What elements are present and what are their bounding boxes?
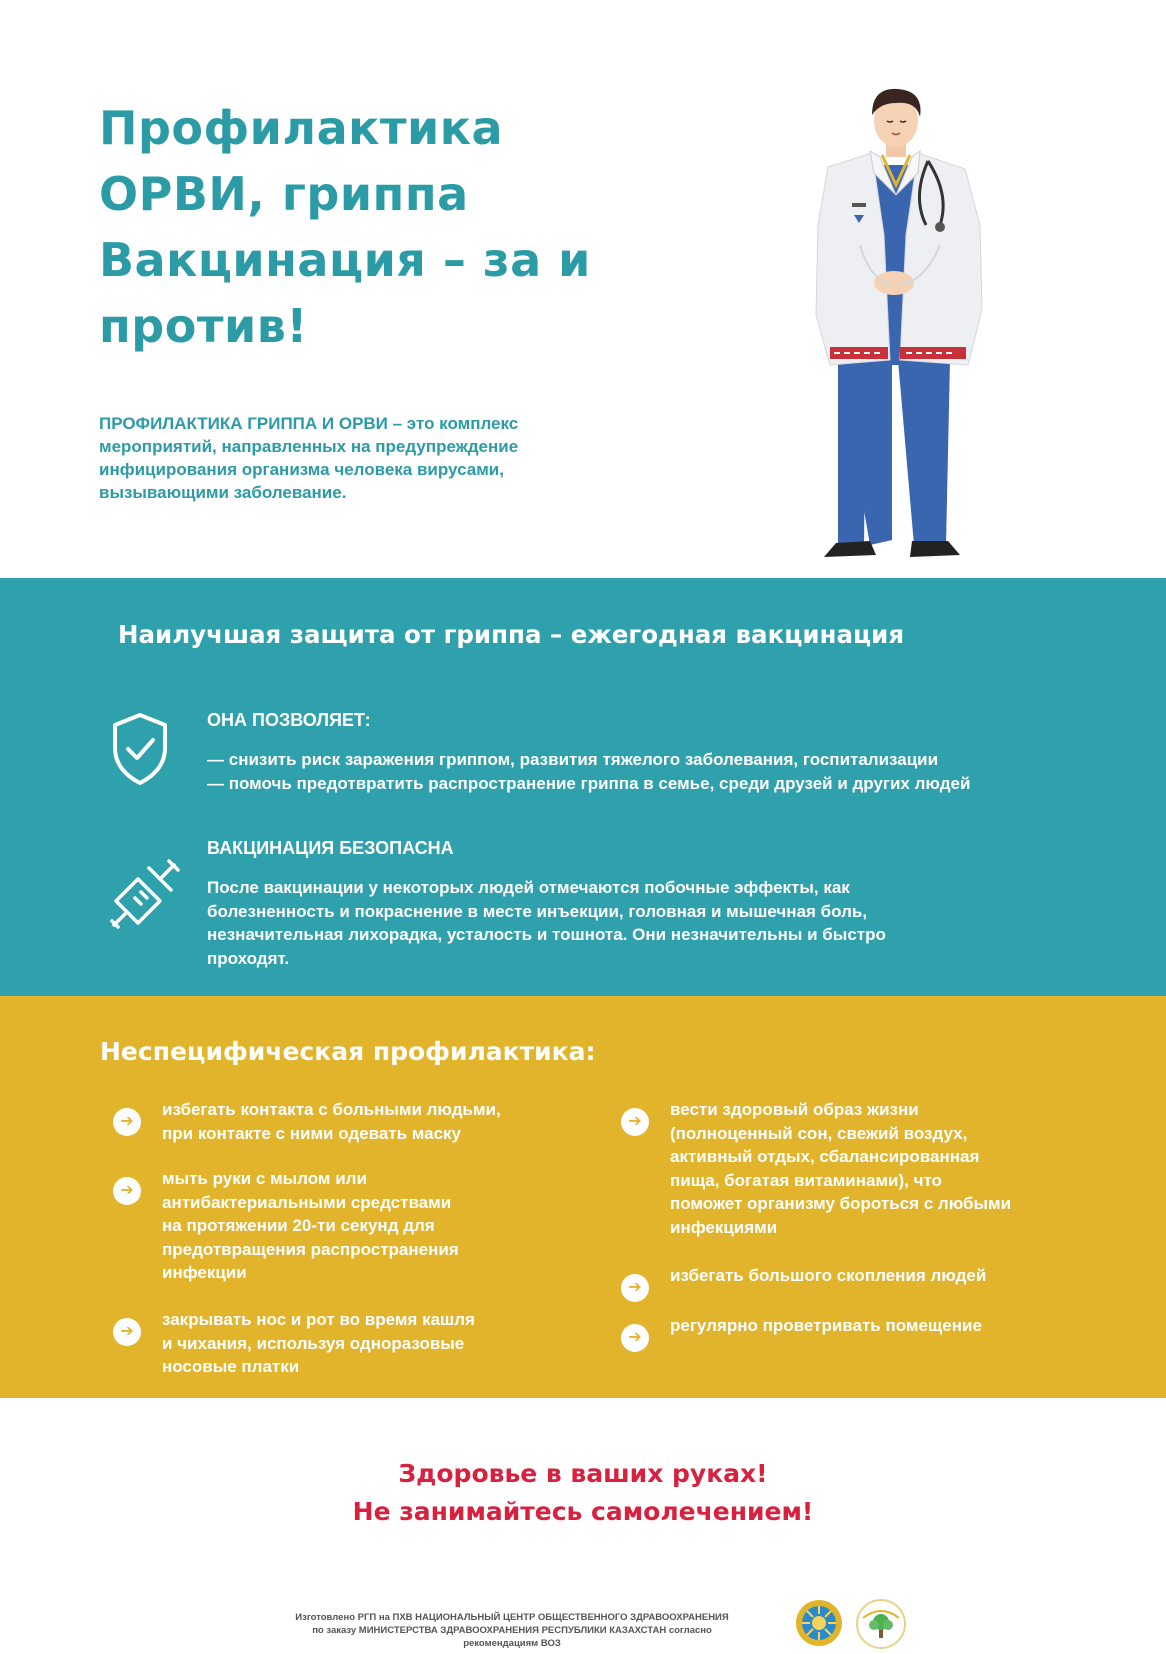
title-line: против! [99,299,308,353]
arrow-right-icon: ➔ [113,1318,141,1346]
list-item: ➔ избегать большого скопления людей [621,1264,1081,1314]
list-item: ➔ избегать контакта с больными людьми, при контакте с ними одевать маску [113,1098,573,1167]
arrow-right-icon: ➔ [621,1108,649,1136]
list-item: — снизить риск заражения гриппом, развития тяжелого заболевания, госпитализации [207,748,970,772]
intro-line: ПРОФИЛАКТИКА ГРИППА И ОРВИ – это комплекс [99,414,519,433]
vaccination-heading: Наилучшая защита от гриппа – ежегодная вакцинация [118,620,905,649]
page-title [99,95,699,359]
nonspecific-heading: Неспецифическая профилактика: [100,1037,596,1066]
safe-paragraph [207,876,1007,970]
intro-line: мероприятий, направленных на предупреждение [99,437,519,456]
safe-line: проходят. [207,948,290,968]
slogan [0,1455,1166,1531]
title-line: Профилактика [99,101,504,155]
title-line: ОРВИ, гриппа [99,167,469,221]
arrow-right-icon: ➔ [113,1108,141,1136]
allows-heading: ОНА ПОЗВОЛЯЕТ: [207,710,371,730]
arrow-right-icon: ➔ [113,1177,141,1205]
footer-line: по заказу МИНИСТЕРСТВА ЗДРАВООХРАНЕНИЯ РЕСПУБЛИКИ КАЗАХСТАН согласно [312,1625,712,1636]
arrow-right-icon: ➔ [621,1274,649,1302]
list-item: — помочь предотвратить распространение гриппа в семье, среди друзей и других людей [207,772,970,796]
safe-heading: ВАКЦИНАЦИЯ БЕЗОПАСНА [207,838,454,858]
slogan-line: Не занимайтесь самолечением! [352,1497,814,1526]
intro-line: вызывающими заболевание. [99,483,347,502]
syringe-icon [108,855,180,930]
shield-check-icon [111,712,169,786]
footer-line: рекомендациям ВОЗ [463,1638,561,1649]
intro-paragraph [99,412,619,504]
slogan-line: Здоровье в ваших руках! [398,1459,768,1488]
list-item: ➔ вести здоровый образ жизни (полноценный сон, свежий воздух, активный отдых, сбалансированная пища, богатая витаминами), что поможет организму бороться с любыми инфекциями [621,1098,1081,1264]
arrow-right-icon: ➔ [621,1324,649,1352]
list-item: ➔ мыть руки с мылом или антибактериальными средствами на протяжении 20-ти секунд для предотвращения распространения инфекции [113,1167,573,1308]
kazakhstan-emblem-icon [793,1598,845,1648]
safe-line: После вакцинации у некоторых людей отмечаются побочные эффекты, как [207,878,850,897]
footer-credits [242,1611,782,1650]
list-item: ➔ регулярно проветривать помещение [621,1314,1081,1338]
prevention-list-right [621,1098,1081,1346]
list-item: ➔ закрывать нос и рот во время кашля и чихания, используя одноразовые носовые платки [113,1308,573,1379]
doctor-illustration [800,85,995,585]
tree-logo-icon [855,1598,907,1650]
footer-line: Изготовлено РГП на ПХВ НАЦИОНАЛЬНЫЙ ЦЕНТР ОБЩЕСТВЕННОГО ЗДРАВООХРАНЕНИЯ [295,1612,729,1623]
title-line: Вакцинация – за и [99,233,591,287]
intro-line: инфицирования организма человека вирусами, [99,460,504,479]
prevention-list-left [113,1098,573,1379]
allows-list [207,748,970,796]
safe-line: незначительная лихорадка, усталость и тошнота. Они незначительны и быстро [207,925,886,944]
safe-line: болезненность и покраснение в месте инъекции, головная и мышечная боль, [207,901,868,921]
